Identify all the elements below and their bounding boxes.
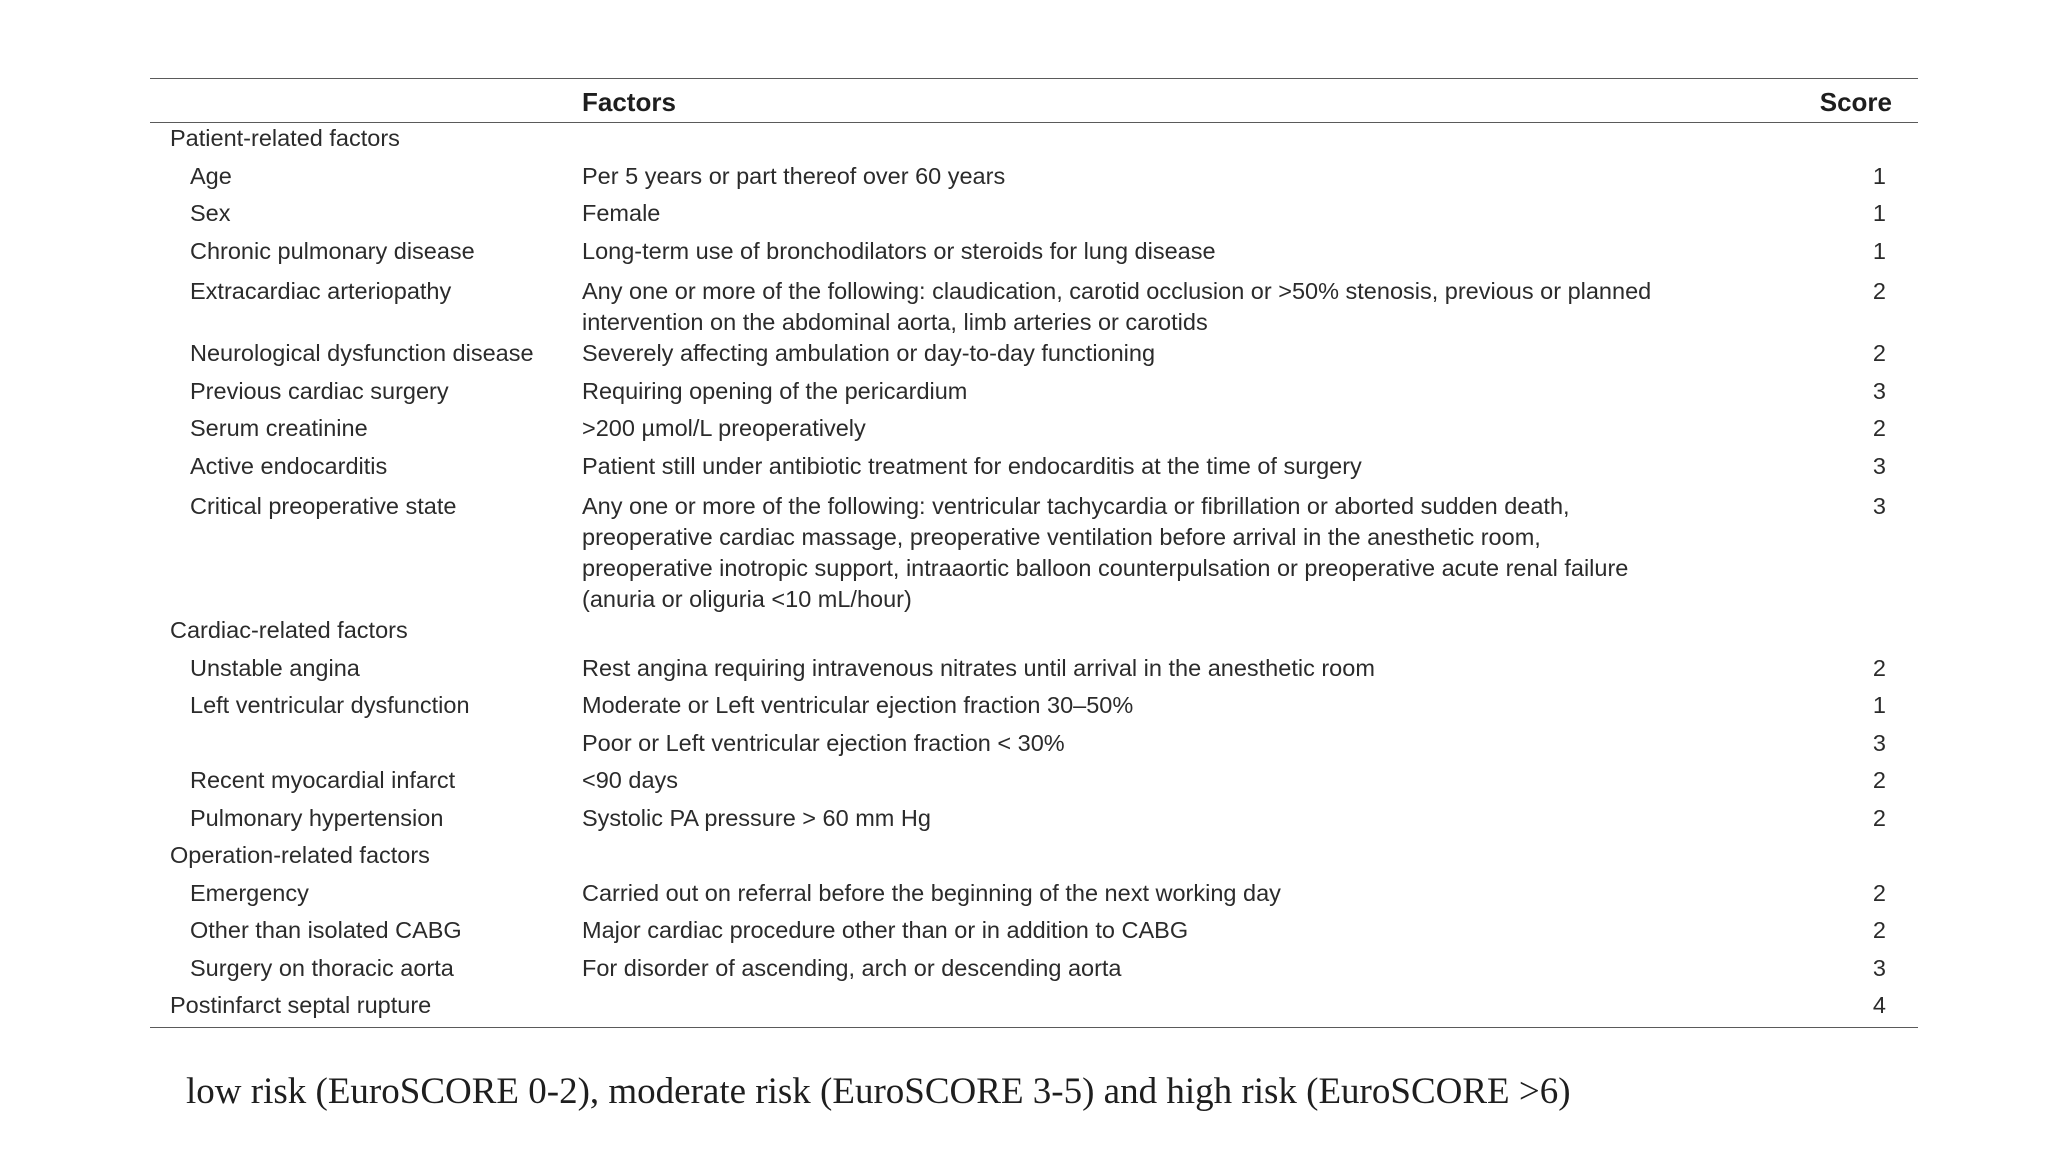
- factor-cell: Neurological dysfunction disease: [190, 340, 534, 366]
- factor-cell: Extracardiac arteriopathy: [190, 278, 452, 304]
- header-row: [150, 79, 1918, 123]
- score-cell: 3: [1872, 729, 1886, 756]
- factor-cell: Other than isolated CABG: [190, 917, 462, 943]
- section-row: [150, 615, 1918, 653]
- description-cell: >200 µmol/L preoperatively: [582, 415, 866, 441]
- header-factor: [150, 79, 582, 123]
- factor-cell: Recent myocardial infarct: [190, 767, 456, 793]
- description-line: Any one or more of the following: claudication, carotid occlusion or >50% stenosis, previous or planned: [582, 278, 1652, 304]
- table-row: [150, 413, 1918, 451]
- risk-footnote: low risk (EuroSCORE 0-2), moderate risk (EuroSCORE 3-5) and high risk (EuroSCORE >6): [186, 1071, 1571, 1112]
- factor-cell: [150, 728, 582, 766]
- description-cell: Long-term use of bronchodilators or steroids for lung disease: [582, 237, 1216, 264]
- factor-cell: Sex: [190, 200, 231, 226]
- table-row: [150, 273, 1918, 338]
- table-row: [150, 690, 1918, 728]
- table-row: [150, 198, 1918, 236]
- description-cell: Patient still under antibiotic treatment for endocarditis at the time of surgery: [582, 452, 1362, 479]
- description-cell: Per 5 years or part thereof over 60 years: [582, 162, 1006, 189]
- table-row: [150, 236, 1918, 274]
- factor-cell: Previous cardiac surgery: [190, 377, 449, 404]
- factor-cell: Emergency: [190, 879, 309, 906]
- score-cell: 3: [1872, 954, 1886, 981]
- euroscore-table-container: [150, 78, 1918, 1028]
- score-cell: 2: [1872, 340, 1886, 366]
- description-line: (anuria or oliguria <10 mL/hour): [582, 586, 912, 612]
- table-row: [150, 953, 1918, 991]
- description-cell: [582, 488, 1808, 615]
- table-row: [150, 653, 1918, 691]
- table-row: [150, 451, 1918, 489]
- score-cell: 1: [1872, 692, 1886, 718]
- description-cell: <90 days: [582, 767, 679, 793]
- table-row: [150, 161, 1918, 199]
- table-row: [150, 765, 1918, 803]
- score-cell: 3: [1872, 493, 1886, 519]
- description-cell: [582, 273, 1808, 338]
- euroscore-table: [150, 78, 1918, 1028]
- section-title: Operation-related factors: [170, 842, 430, 868]
- header-factors: Factors: [582, 87, 676, 117]
- table-row: [150, 488, 1918, 615]
- section-title: Patient-related factors: [170, 125, 400, 151]
- description-cell: Systolic PA pressure > 60 mm Hg: [582, 804, 931, 831]
- table-body: [150, 123, 1918, 1028]
- table-row: [150, 915, 1918, 953]
- factor-cell: Left ventricular dysfunction: [190, 692, 470, 718]
- table-header: [150, 79, 1918, 123]
- description-line: intervention on the abdominal aorta, limb arteries or carotids: [582, 309, 1208, 335]
- factor-cell: Age: [190, 162, 232, 189]
- factor-cell: Active endocarditis: [190, 452, 388, 479]
- table-row: [150, 376, 1918, 414]
- final-description-cell: [582, 990, 1808, 1028]
- description-cell: Severely affecting ambulation or day-to-day functioning: [582, 340, 1156, 366]
- score-cell: 1: [1872, 162, 1886, 189]
- factor-cell: Unstable angina: [190, 654, 360, 681]
- section-title: Cardiac-related factors: [170, 617, 408, 643]
- section-row: [150, 123, 1918, 161]
- table-row: [150, 728, 1918, 766]
- score-cell: 2: [1872, 804, 1886, 831]
- description-line: preoperative cardiac massage, preoperative ventilation before arrival in the anesthetic room,: [582, 524, 1541, 550]
- description-line: Any one or more of the following: ventricular tachycardia or fibrillation or aborted sudden death,: [582, 493, 1570, 519]
- final-factor-cell: Postinfarct septal rupture: [170, 992, 432, 1018]
- description-cell: For disorder of ascending, arch or descending aorta: [582, 954, 1122, 981]
- factor-cell: Serum creatinine: [190, 415, 368, 441]
- score-cell: 1: [1872, 237, 1886, 264]
- description-cell: Requiring opening of the pericardium: [582, 377, 968, 404]
- factor-cell: Critical preoperative state: [190, 493, 457, 519]
- description-cell: Moderate or Left ventricular ejection fraction 30–50%: [582, 692, 1134, 718]
- score-cell: 3: [1872, 377, 1886, 404]
- score-cell: 1: [1872, 200, 1886, 226]
- description-cell: Rest angina requiring intravenous nitrates until arrival in the anesthetic room: [582, 654, 1375, 681]
- table-row: [150, 338, 1918, 376]
- score-cell: 2: [1872, 767, 1886, 793]
- description-cell: Female: [582, 200, 661, 226]
- header-score: Score: [1819, 87, 1892, 117]
- score-cell: 2: [1872, 415, 1886, 441]
- section-row: [150, 840, 1918, 878]
- description-line: preoperative inotropic support, intraaortic balloon counterpulsation or preoperative acute renal failure: [582, 555, 1629, 581]
- score-cell: 2: [1872, 879, 1886, 906]
- table-row: [150, 878, 1918, 916]
- score-cell: 2: [1872, 654, 1886, 681]
- description-cell: Major cardiac procedure other than or in addition to CABG: [582, 917, 1189, 943]
- table-row: [150, 803, 1918, 841]
- factor-cell: Chronic pulmonary disease: [190, 237, 475, 264]
- description-cell: Carried out on referral before the beginning of the next working day: [582, 879, 1281, 906]
- score-cell: 2: [1872, 278, 1886, 304]
- description-cell: Poor or Left ventricular ejection fraction < 30%: [582, 729, 1065, 756]
- factor-cell: Surgery on thoracic aorta: [190, 954, 454, 981]
- final-score-cell: 4: [1872, 992, 1886, 1018]
- score-cell: 3: [1872, 452, 1886, 479]
- factor-cell: Pulmonary hypertension: [190, 804, 444, 831]
- final-row: [150, 990, 1918, 1028]
- score-cell: 2: [1872, 917, 1886, 943]
